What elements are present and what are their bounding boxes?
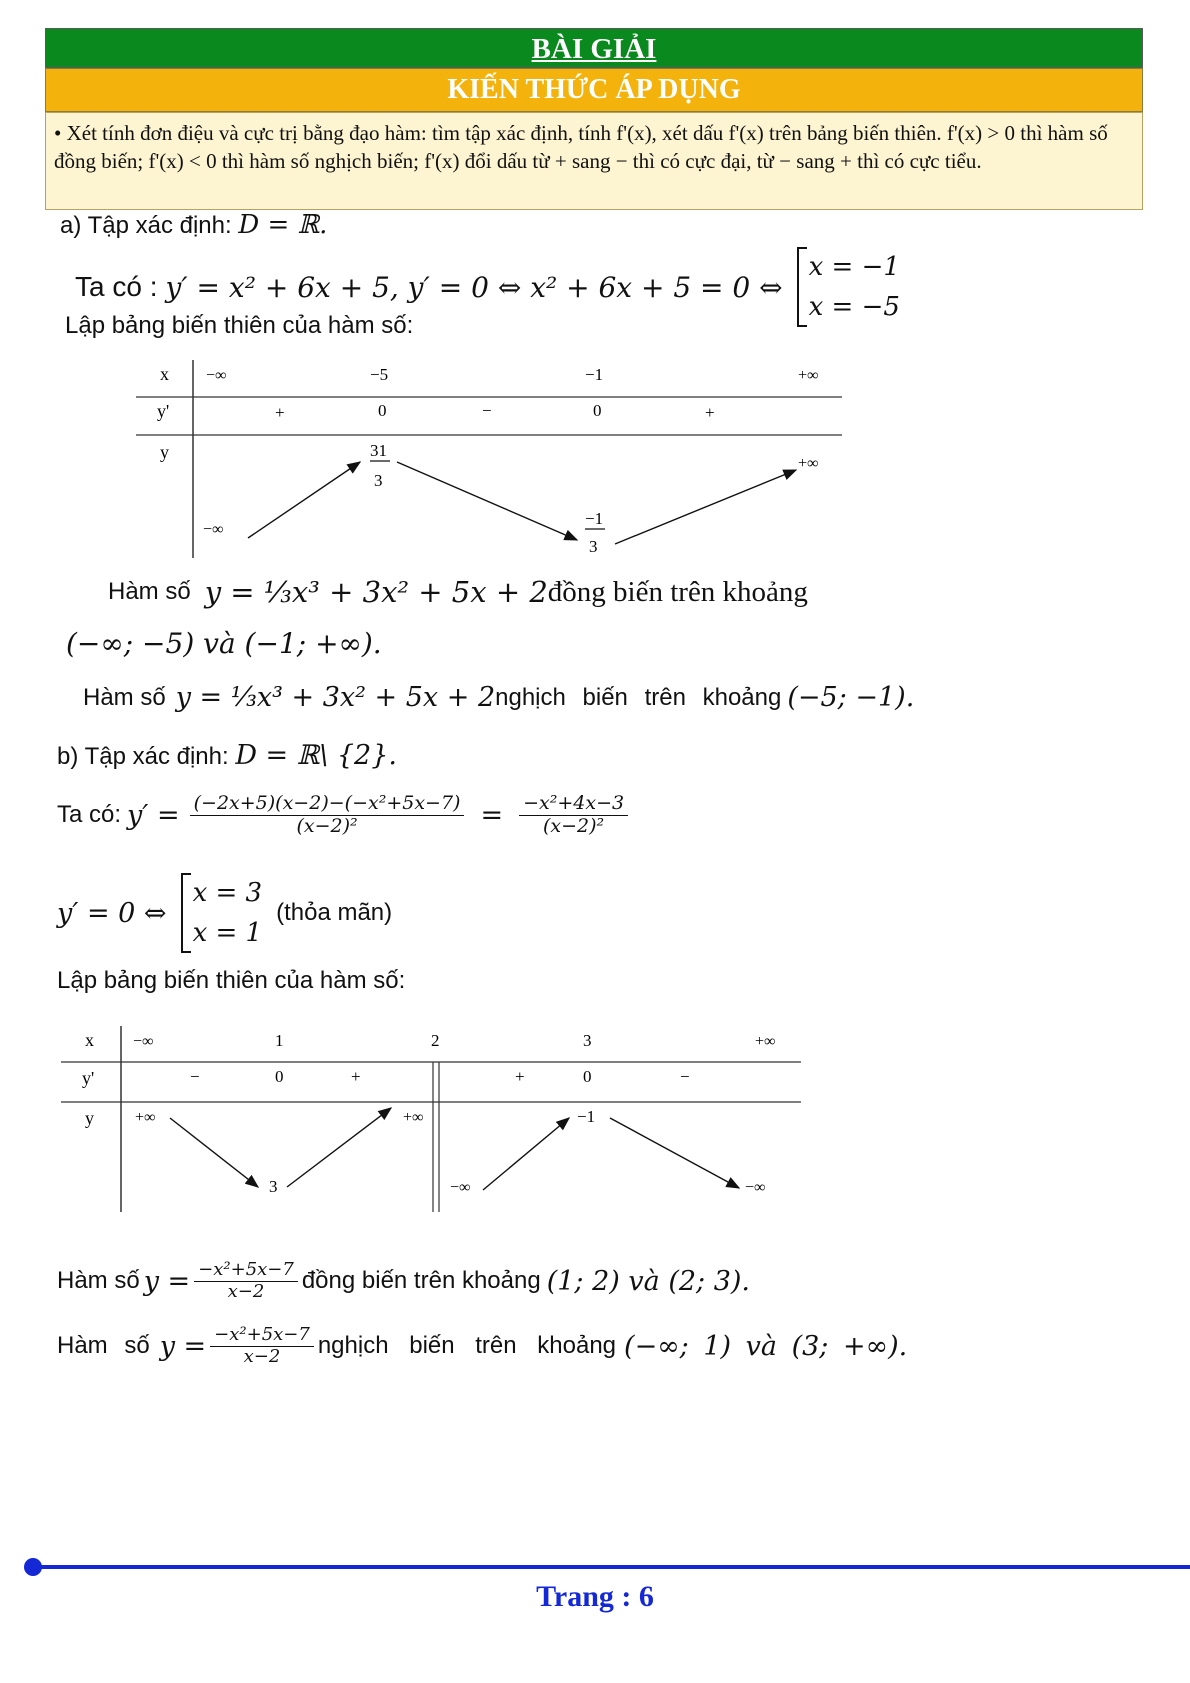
x-pos-inf: +∞ — [755, 1033, 776, 1050]
sign-4: 0 — [593, 401, 602, 420]
sign-1: + — [275, 403, 285, 422]
part-b-conclusion-2: Hàm số y = $\frac{\text{−x²+5x−7}}{x-2}$ nghịch biến trên khoảng (−∞; 1) và (3; +∞). — [57, 1324, 908, 1367]
page-number: Trang : 6 — [536, 1580, 654, 1613]
y-max-den: 3 — [374, 471, 383, 490]
y-val-2: 3 — [269, 1177, 278, 1196]
row-label-yprime: y' — [82, 1068, 95, 1088]
variation-table-a — [130, 352, 850, 564]
sign-3: + — [351, 1067, 361, 1086]
x-minus5: −5 — [370, 365, 389, 384]
row-label-y: y — [85, 1108, 94, 1128]
part-a-conclusion-1-interval: (−∞; −5) và (−1; +∞). — [66, 627, 382, 660]
sign-1: − — [190, 1067, 200, 1086]
part-a-domain: a) Tập xác định: D = ℝ. — [60, 210, 328, 240]
knowledge-header: KIẾN THỨC ÁP DỤNG — [45, 68, 1143, 112]
row-label-x: x — [85, 1030, 94, 1050]
row-label-y: y — [160, 442, 169, 462]
row-label-yprime: y' — [157, 401, 170, 421]
row-label-x: x — [160, 364, 169, 384]
part-b-domain: b) Tập xác định: D = ℝ\ {2}. — [57, 740, 397, 771]
y-val-1: +∞ — [135, 1109, 156, 1126]
part-a-roots: x = −1 x = −5 — [797, 247, 900, 327]
sign-5: + — [705, 403, 715, 422]
variation-table-b — [55, 1020, 815, 1220]
x-neg-inf: −∞ — [133, 1033, 154, 1050]
y-right-inf: +∞ — [798, 455, 819, 472]
part-b-derivative: Ta có: y′ = $\frac{\text{(−2x+5)(x−2)−(−x²+5x−7)}}{\text{(x−2)²}}$ = $\frac{\text{−x²+4x−3}}{\text{(x−2)²}}$ — [57, 793, 632, 838]
y-val-3: +∞ — [403, 1109, 424, 1126]
sign-5: 0 — [583, 1067, 592, 1086]
sign-2: 0 — [378, 401, 387, 420]
x-2: 2 — [431, 1031, 440, 1050]
part-b-roots: x = 3 x = 1 — [181, 873, 263, 953]
knowledge-box: • Xét tính đơn điệu và cực trị bằng đạo hàm: tìm tập xác định, tính f'(x), xét dấu f'(x) trên bảng biến thiên. f'(x) > 0 thì hàm số đồng biến; f'(x) < 0 thì hàm số nghịch biến; f'(x) đổi dấu từ + sang − thì có cực đại, từ − sang + thì có cực tiểu. — [45, 112, 1143, 210]
sign-3: − — [482, 401, 492, 420]
y-val-4: −∞ — [450, 1179, 471, 1196]
x-pos-inf: +∞ — [798, 367, 819, 384]
y-val-6: −∞ — [745, 1179, 766, 1196]
y-left-inf: −∞ — [203, 521, 224, 538]
solution-title: BÀI GIẢI — [45, 28, 1143, 68]
x-1: 1 — [275, 1031, 284, 1050]
sign-6: − — [680, 1067, 690, 1086]
x-neg-inf: −∞ — [206, 367, 227, 384]
part-a-table-intro: Lập bảng biến thiên của hàm số: — [65, 312, 414, 339]
part-b-conclusion-1: Hàm số y = $\frac{\text{−x²+5x−7}}{x-2}$ đồng biến trên khoảng (1; 2) và (2; 3). — [57, 1259, 751, 1302]
y-val-5: −1 — [577, 1107, 596, 1126]
x-minus1: −1 — [585, 365, 604, 384]
part-a-conclusion-2: Hàm số y = ⅓x³ + 3x² + 5x + 2 nghịch biến trên khoảng (−5; −1). — [83, 682, 915, 713]
part-b-table-intro: Lập bảng biến thiên của hàm số: — [57, 967, 406, 994]
x-3: 3 — [583, 1031, 592, 1050]
footer-dot — [24, 1558, 42, 1576]
y-min-num: −1 — [585, 509, 604, 528]
y-min-den: 3 — [589, 537, 598, 556]
y-max-num: 31 — [370, 441, 387, 460]
sign-2: 0 — [275, 1067, 284, 1086]
part-a-derivative: Ta có : y′ = x² + 6x + 5, y′ = 0 ⇔ x² + 6x + 5 = 0 ⇔ x = −1 x = −5 — [75, 247, 900, 327]
part-b-zero: y′ = 0 ⇔ x = 3 x = 1 (thỏa mãn) — [57, 873, 392, 953]
footer-divider — [30, 1565, 1190, 1569]
part-a-conclusion-1: Hàm số y = ⅓x³ + 3x² + 5x + 2 đồng biến trên khoảng — [108, 575, 808, 609]
sign-4: + — [515, 1067, 525, 1086]
